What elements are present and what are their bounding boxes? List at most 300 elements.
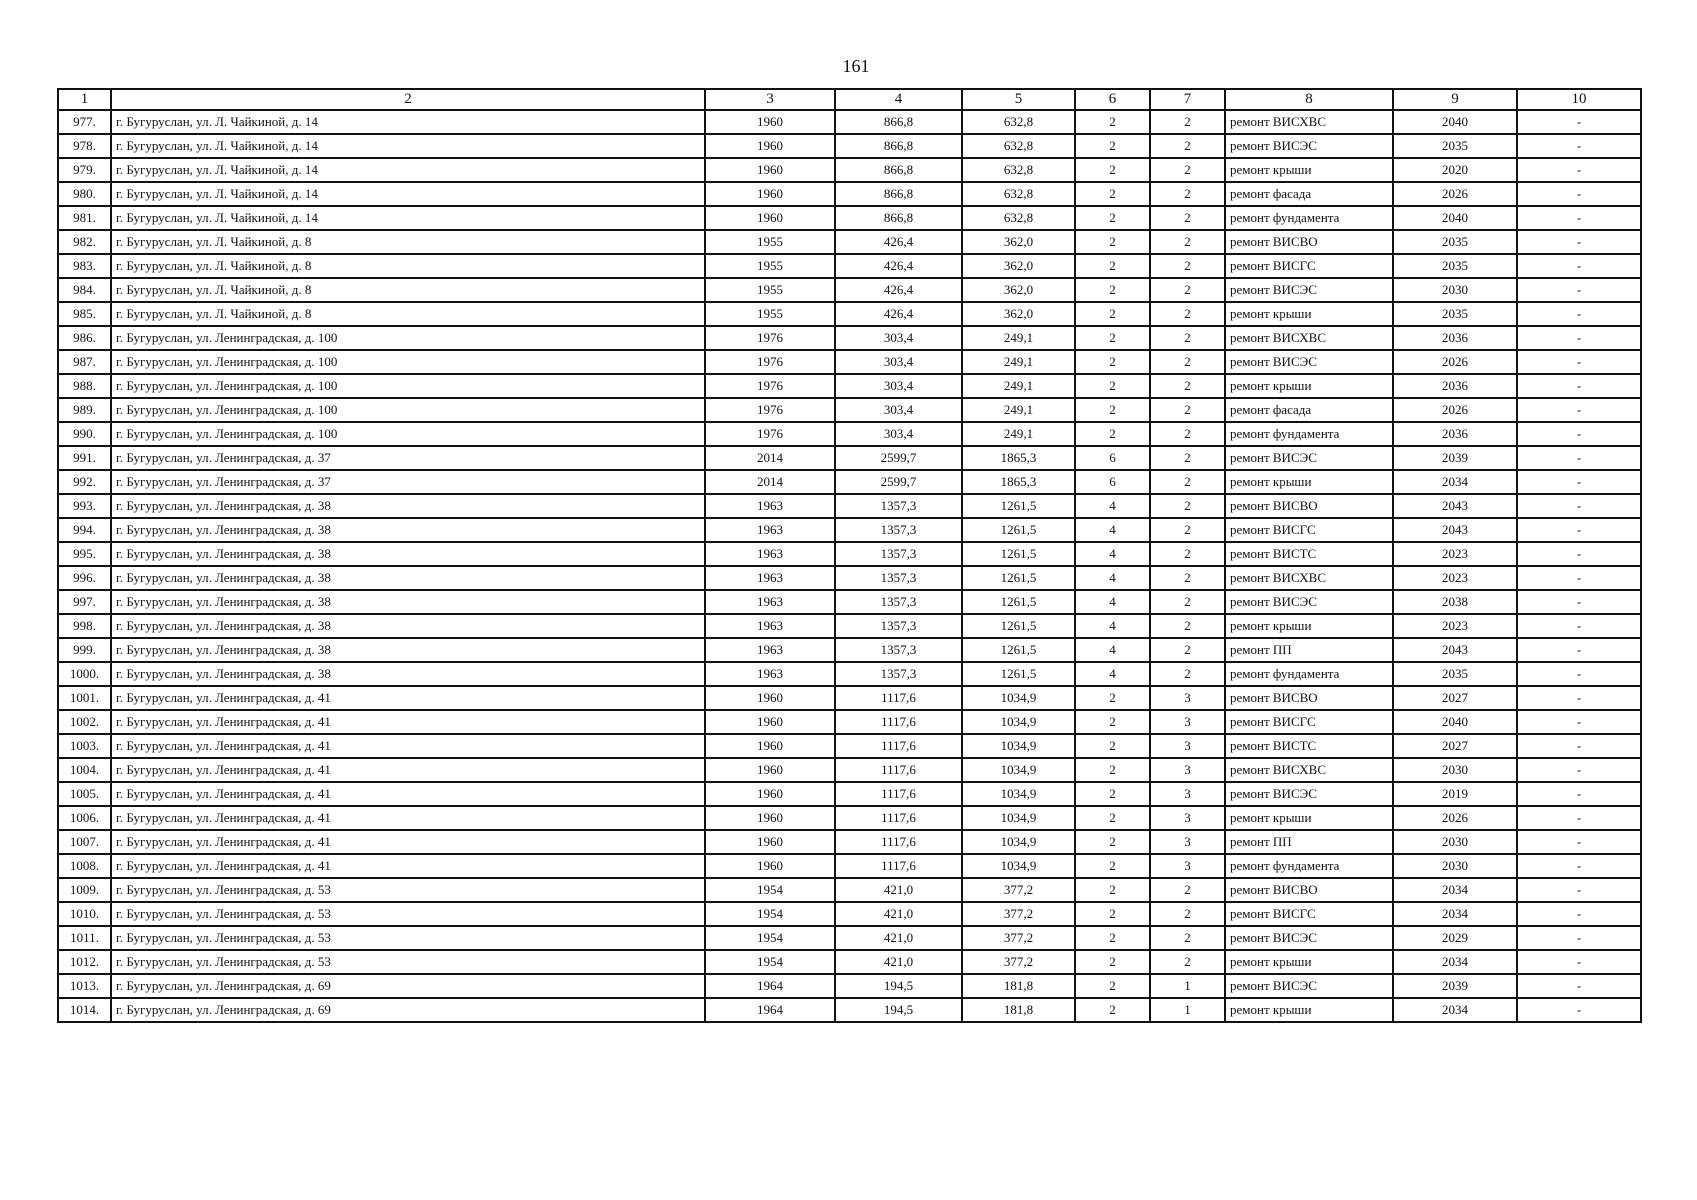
cell-planned-year: 2023 [1393,542,1517,566]
cell-year-built: 1960 [705,734,835,758]
cell-planned-year: 2035 [1393,302,1517,326]
table-row [58,254,1641,278]
cell-year-built: 1960 [705,182,835,206]
cell-note: - [1517,758,1641,782]
cell-total-area: 2599,7 [835,470,962,494]
cell-year-built: 1960 [705,134,835,158]
cell-row-number: 992. [58,470,111,494]
cell-living-area: 249,1 [962,398,1075,422]
cell-planned-year: 2035 [1393,662,1517,686]
cell-entrances: 2 [1150,542,1225,566]
cell-year-built: 1955 [705,254,835,278]
cell-total-area: 426,4 [835,230,962,254]
cell-living-area: 632,8 [962,110,1075,134]
cell-address: г. Бугуруслан, ул. Л. Чайкиной, д. 14 [111,110,705,134]
cell-work-type: ремонт крыши [1225,614,1393,638]
cell-note: - [1517,998,1641,1022]
cell-note: - [1517,278,1641,302]
cell-living-area: 1034,9 [962,686,1075,710]
cell-note: - [1517,374,1641,398]
cell-row-number: 978. [58,134,111,158]
cell-entrances: 3 [1150,854,1225,878]
cell-year-built: 1976 [705,350,835,374]
cell-total-area: 1117,6 [835,710,962,734]
cell-address: г. Бугуруслан, ул. Ленинградская, д. 41 [111,758,705,782]
cell-year-built: 2014 [705,470,835,494]
cell-note: - [1517,326,1641,350]
cell-total-area: 866,8 [835,158,962,182]
cell-planned-year: 2038 [1393,590,1517,614]
cell-entrances: 2 [1150,662,1225,686]
cell-planned-year: 2020 [1393,158,1517,182]
cell-row-number: 980. [58,182,111,206]
cell-row-number: 996. [58,566,111,590]
table-row [58,950,1641,974]
cell-row-number: 998. [58,614,111,638]
cell-year-built: 1955 [705,230,835,254]
cell-entrances: 3 [1150,710,1225,734]
cell-year-built: 1960 [705,110,835,134]
cell-work-type: ремонт ПП [1225,830,1393,854]
table-row [58,422,1641,446]
cell-living-area: 1261,5 [962,590,1075,614]
cell-address: г. Бугуруслан, ул. Ленинградская, д. 41 [111,830,705,854]
cell-entrances: 2 [1150,590,1225,614]
cell-row-number: 1004. [58,758,111,782]
cell-total-area: 1117,6 [835,758,962,782]
cell-entrances: 2 [1150,206,1225,230]
cell-living-area: 1261,5 [962,662,1075,686]
cell-entrances: 2 [1150,158,1225,182]
cell-total-area: 1357,3 [835,542,962,566]
cell-floors: 2 [1075,926,1150,950]
cell-note: - [1517,590,1641,614]
cell-work-type: ремонт ВИСГС [1225,254,1393,278]
cell-total-area: 421,0 [835,878,962,902]
cell-total-area: 1357,3 [835,638,962,662]
cell-total-area: 421,0 [835,950,962,974]
cell-entrances: 2 [1150,518,1225,542]
table-row [58,638,1641,662]
cell-row-number: 1000. [58,662,111,686]
cell-planned-year: 2034 [1393,470,1517,494]
cell-planned-year: 2026 [1393,398,1517,422]
cell-living-area: 1034,9 [962,806,1075,830]
cell-total-area: 426,4 [835,302,962,326]
cell-floors: 2 [1075,878,1150,902]
cell-year-built: 1955 [705,278,835,302]
table-row [58,902,1641,926]
header-row [58,89,1641,110]
cell-floors: 2 [1075,902,1150,926]
cell-address: г. Бугуруслан, ул. Ленинградская, д. 41 [111,710,705,734]
cell-floors: 2 [1075,734,1150,758]
cell-living-area: 1261,5 [962,566,1075,590]
cell-note: - [1517,926,1641,950]
cell-row-number: 1007. [58,830,111,854]
cell-total-area: 1357,3 [835,566,962,590]
table-row [58,350,1641,374]
table-row [58,998,1641,1022]
cell-note: - [1517,710,1641,734]
cell-entrances: 2 [1150,446,1225,470]
cell-planned-year: 2043 [1393,494,1517,518]
cell-year-built: 1963 [705,638,835,662]
cell-total-area: 426,4 [835,278,962,302]
cell-total-area: 1357,3 [835,494,962,518]
cell-total-area: 303,4 [835,422,962,446]
cell-planned-year: 2040 [1393,110,1517,134]
cell-work-type: ремонт ВИСХВС [1225,758,1393,782]
cell-work-type: ремонт крыши [1225,806,1393,830]
cell-work-type: ремонт фундамента [1225,206,1393,230]
cell-floors: 2 [1075,278,1150,302]
cell-planned-year: 2043 [1393,638,1517,662]
cell-entrances: 2 [1150,614,1225,638]
cell-year-built: 1963 [705,590,835,614]
cell-row-number: 977. [58,110,111,134]
cell-row-number: 1011. [58,926,111,950]
cell-work-type: ремонт ВИСВО [1225,686,1393,710]
table-row [58,206,1641,230]
cell-floors: 2 [1075,758,1150,782]
repair-register-table [57,88,1642,1023]
cell-entrances: 2 [1150,398,1225,422]
cell-address: г. Бугуруслан, ул. Ленинградская, д. 41 [111,782,705,806]
cell-entrances: 2 [1150,566,1225,590]
cell-note: - [1517,158,1641,182]
cell-floors: 2 [1075,974,1150,998]
cell-note: - [1517,686,1641,710]
cell-living-area: 377,2 [962,950,1075,974]
cell-total-area: 866,8 [835,110,962,134]
cell-address: г. Бугуруслан, ул. Ленинградская, д. 41 [111,854,705,878]
cell-planned-year: 2039 [1393,446,1517,470]
cell-row-number: 1012. [58,950,111,974]
cell-floors: 2 [1075,206,1150,230]
cell-total-area: 866,8 [835,206,962,230]
cell-work-type: ремонт ВИСГС [1225,902,1393,926]
cell-floors: 2 [1075,230,1150,254]
cell-row-number: 983. [58,254,111,278]
cell-row-number: 994. [58,518,111,542]
cell-address: г. Бугуруслан, ул. Ленинградская, д. 38 [111,518,705,542]
cell-entrances: 2 [1150,302,1225,326]
cell-work-type: ремонт ВИСХВС [1225,566,1393,590]
cell-living-area: 632,8 [962,158,1075,182]
cell-year-built: 1960 [705,206,835,230]
cell-total-area: 303,4 [835,398,962,422]
cell-address: г. Бугуруслан, ул. Ленинградская, д. 100 [111,398,705,422]
cell-note: - [1517,422,1641,446]
cell-planned-year: 2034 [1393,998,1517,1022]
table-row [58,158,1641,182]
table-row [58,662,1641,686]
cell-row-number: 1003. [58,734,111,758]
cell-entrances: 3 [1150,734,1225,758]
cell-row-number: 1009. [58,878,111,902]
cell-total-area: 303,4 [835,374,962,398]
cell-planned-year: 2036 [1393,422,1517,446]
table-row [58,302,1641,326]
cell-row-number: 1014. [58,998,111,1022]
cell-note: - [1517,830,1641,854]
cell-year-built: 1960 [705,854,835,878]
cell-entrances: 1 [1150,974,1225,998]
cell-row-number: 991. [58,446,111,470]
cell-floors: 2 [1075,998,1150,1022]
cell-planned-year: 2023 [1393,614,1517,638]
cell-row-number: 999. [58,638,111,662]
cell-living-area: 362,0 [962,254,1075,278]
table-row [58,806,1641,830]
cell-planned-year: 2039 [1393,974,1517,998]
cell-note: - [1517,566,1641,590]
cell-row-number: 984. [58,278,111,302]
cell-year-built: 1963 [705,614,835,638]
cell-note: - [1517,470,1641,494]
cell-address: г. Бугуруслан, ул. Л. Чайкиной, д. 14 [111,158,705,182]
cell-floors: 2 [1075,686,1150,710]
cell-floors: 2 [1075,422,1150,446]
column-header-2: 2 [111,89,705,110]
cell-year-built: 1976 [705,398,835,422]
cell-address: г. Бугуруслан, ул. Ленинградская, д. 38 [111,566,705,590]
table-row [58,278,1641,302]
cell-entrances: 2 [1150,926,1225,950]
cell-row-number: 986. [58,326,111,350]
cell-planned-year: 2035 [1393,134,1517,158]
table-row [58,182,1641,206]
table-row [58,974,1641,998]
cell-planned-year: 2035 [1393,254,1517,278]
cell-address: г. Бугуруслан, ул. Л. Чайкиной, д. 8 [111,302,705,326]
cell-planned-year: 2035 [1393,230,1517,254]
column-header-9: 9 [1393,89,1517,110]
cell-row-number: 987. [58,350,111,374]
cell-address: г. Бугуруслан, ул. Ленинградская, д. 100 [111,326,705,350]
cell-entrances: 2 [1150,182,1225,206]
cell-address: г. Бугуруслан, ул. Ленинградская, д. 38 [111,638,705,662]
cell-row-number: 982. [58,230,111,254]
cell-address: г. Бугуруслан, ул. Л. Чайкиной, д. 14 [111,182,705,206]
cell-living-area: 362,0 [962,302,1075,326]
cell-year-built: 1976 [705,374,835,398]
cell-work-type: ремонт фундамента [1225,854,1393,878]
table-row [58,926,1641,950]
cell-total-area: 1117,6 [835,854,962,878]
cell-planned-year: 2029 [1393,926,1517,950]
cell-year-built: 1976 [705,326,835,350]
cell-work-type: ремонт ВИСЭС [1225,134,1393,158]
cell-work-type: ремонт ВИСЭС [1225,590,1393,614]
cell-note: - [1517,134,1641,158]
cell-work-type: ремонт крыши [1225,950,1393,974]
cell-note: - [1517,878,1641,902]
table-row [58,686,1641,710]
cell-living-area: 1034,9 [962,854,1075,878]
cell-row-number: 981. [58,206,111,230]
cell-work-type: ремонт крыши [1225,302,1393,326]
cell-total-area: 1357,3 [835,590,962,614]
cell-planned-year: 2019 [1393,782,1517,806]
cell-address: г. Бугуруслан, ул. Л. Чайкиной, д. 14 [111,134,705,158]
cell-planned-year: 2036 [1393,374,1517,398]
cell-floors: 2 [1075,710,1150,734]
cell-work-type: ремонт ВИСГС [1225,710,1393,734]
cell-address: г. Бугуруслан, ул. Ленинградская, д. 53 [111,926,705,950]
cell-row-number: 990. [58,422,111,446]
cell-year-built: 2014 [705,446,835,470]
table-row [58,326,1641,350]
cell-address: г. Бугуруслан, ул. Ленинградская, д. 100 [111,350,705,374]
cell-living-area: 377,2 [962,926,1075,950]
cell-row-number: 1013. [58,974,111,998]
cell-address: г. Бугуруслан, ул. Л. Чайкиной, д. 8 [111,254,705,278]
cell-year-built: 1960 [705,158,835,182]
table-row [58,374,1641,398]
cell-work-type: ремонт ВИСВО [1225,878,1393,902]
cell-note: - [1517,398,1641,422]
cell-total-area: 1357,3 [835,614,962,638]
cell-total-area: 303,4 [835,350,962,374]
cell-row-number: 985. [58,302,111,326]
cell-living-area: 1034,9 [962,734,1075,758]
cell-note: - [1517,806,1641,830]
cell-floors: 4 [1075,614,1150,638]
cell-planned-year: 2026 [1393,806,1517,830]
cell-note: - [1517,782,1641,806]
cell-planned-year: 2040 [1393,710,1517,734]
cell-address: г. Бугуруслан, ул. Ленинградская, д. 69 [111,998,705,1022]
cell-address: г. Бугуруслан, ул. Ленинградская, д. 38 [111,590,705,614]
cell-entrances: 2 [1150,374,1225,398]
table-row [58,470,1641,494]
cell-year-built: 1963 [705,662,835,686]
cell-row-number: 989. [58,398,111,422]
cell-address: г. Бугуруслан, ул. Ленинградская, д. 37 [111,470,705,494]
cell-total-area: 1357,3 [835,662,962,686]
cell-living-area: 249,1 [962,374,1075,398]
cell-living-area: 1261,5 [962,614,1075,638]
cell-work-type: ремонт ВИСГС [1225,518,1393,542]
cell-entrances: 2 [1150,254,1225,278]
cell-address: г. Бугуруслан, ул. Ленинградская, д. 38 [111,662,705,686]
cell-living-area: 1034,9 [962,710,1075,734]
cell-work-type: ремонт ВИСТС [1225,542,1393,566]
cell-total-area: 1117,6 [835,782,962,806]
cell-floors: 4 [1075,662,1150,686]
cell-note: - [1517,902,1641,926]
cell-year-built: 1954 [705,902,835,926]
table-row [58,590,1641,614]
cell-work-type: ремонт фасада [1225,398,1393,422]
cell-row-number: 988. [58,374,111,398]
cell-living-area: 181,8 [962,998,1075,1022]
cell-floors: 2 [1075,806,1150,830]
table-row [58,134,1641,158]
cell-living-area: 1034,9 [962,830,1075,854]
cell-floors: 2 [1075,830,1150,854]
cell-note: - [1517,110,1641,134]
cell-planned-year: 2034 [1393,878,1517,902]
cell-entrances: 2 [1150,278,1225,302]
cell-year-built: 1960 [705,710,835,734]
column-header-3: 3 [705,89,835,110]
cell-entrances: 2 [1150,638,1225,662]
cell-note: - [1517,494,1641,518]
cell-floors: 2 [1075,110,1150,134]
cell-floors: 2 [1075,134,1150,158]
cell-total-area: 1117,6 [835,830,962,854]
page-number: 161 [842,56,870,76]
cell-work-type: ремонт крыши [1225,374,1393,398]
cell-note: - [1517,230,1641,254]
cell-entrances: 1 [1150,998,1225,1022]
cell-note: - [1517,734,1641,758]
column-header-10: 10 [1517,89,1641,110]
cell-work-type: ремонт ВИСХВС [1225,326,1393,350]
cell-living-area: 249,1 [962,422,1075,446]
table-row [58,758,1641,782]
cell-row-number: 1005. [58,782,111,806]
cell-floors: 2 [1075,782,1150,806]
cell-work-type: ремонт крыши [1225,470,1393,494]
cell-note: - [1517,206,1641,230]
cell-planned-year: 2027 [1393,686,1517,710]
cell-living-area: 1865,3 [962,446,1075,470]
cell-address: г. Бугуруслан, ул. Ленинградская, д. 37 [111,446,705,470]
cell-floors: 2 [1075,254,1150,278]
cell-total-area: 866,8 [835,134,962,158]
cell-floors: 2 [1075,326,1150,350]
cell-work-type: ремонт ВИСЭС [1225,350,1393,374]
column-header-1: 1 [58,89,111,110]
cell-living-area: 1034,9 [962,782,1075,806]
cell-note: - [1517,446,1641,470]
cell-total-area: 194,5 [835,974,962,998]
cell-living-area: 377,2 [962,878,1075,902]
cell-year-built: 1963 [705,566,835,590]
cell-address: г. Бугуруслан, ул. Ленинградская, д. 38 [111,542,705,566]
cell-row-number: 995. [58,542,111,566]
cell-note: - [1517,254,1641,278]
cell-year-built: 1960 [705,806,835,830]
cell-total-area: 1117,6 [835,806,962,830]
cell-living-area: 362,0 [962,230,1075,254]
cell-work-type: ремонт фундамента [1225,662,1393,686]
column-header-4: 4 [835,89,962,110]
cell-living-area: 1261,5 [962,638,1075,662]
cell-address: г. Бугуруслан, ул. Ленинградская, д. 100 [111,374,705,398]
cell-row-number: 1008. [58,854,111,878]
cell-entrances: 2 [1150,110,1225,134]
cell-note: - [1517,542,1641,566]
cell-planned-year: 2030 [1393,758,1517,782]
cell-entrances: 2 [1150,422,1225,446]
cell-entrances: 2 [1150,902,1225,926]
table-row [58,518,1641,542]
cell-total-area: 303,4 [835,326,962,350]
table-row [58,854,1641,878]
cell-address: г. Бугуруслан, ул. Ленинградская, д. 53 [111,878,705,902]
cell-year-built: 1960 [705,758,835,782]
table-row [58,734,1641,758]
cell-living-area: 181,8 [962,974,1075,998]
cell-floors: 2 [1075,350,1150,374]
cell-floors: 6 [1075,446,1150,470]
cell-entrances: 3 [1150,782,1225,806]
